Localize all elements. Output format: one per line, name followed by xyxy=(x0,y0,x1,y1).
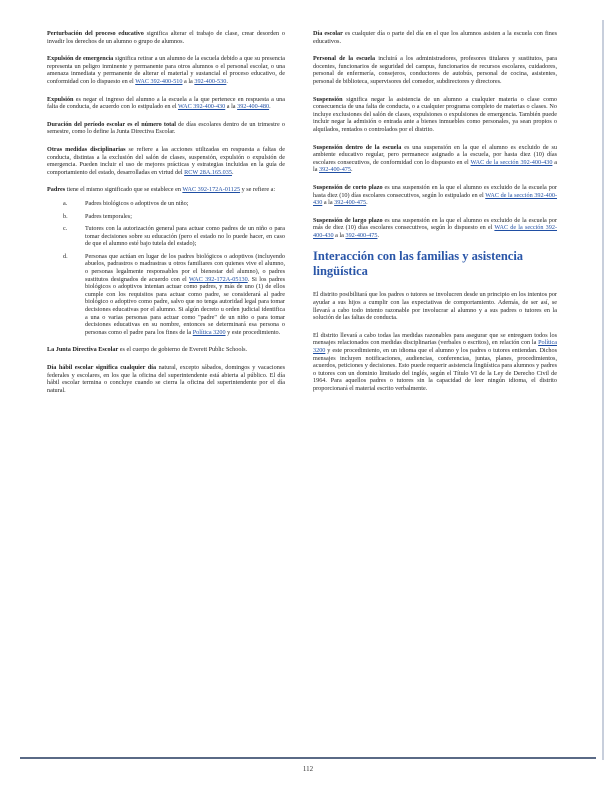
definition-padres xyxy=(47,186,285,194)
term: Expulsión de emergencia xyxy=(47,55,114,63)
definition-text: . xyxy=(377,231,379,239)
policy-link[interactable]: Política 3200 xyxy=(313,339,557,355)
definition-text: y se refiere a: xyxy=(240,186,276,194)
definition-suspension-corto xyxy=(313,184,557,207)
footer-rule xyxy=(20,757,596,759)
term: Padres xyxy=(47,186,66,194)
definition-text: . xyxy=(226,77,228,85)
term: Día hábil escolar significa cualquier día xyxy=(47,364,157,371)
definition-text: a la xyxy=(313,158,558,174)
right-column xyxy=(313,30,557,403)
definition-text: significa retirar a un alumno de la escuela debido a que su presencia representa un peligro inminente y permanente para otros alumnos o el personal escolar, o una amenaza inmediata y permanente de alterar el material y sustancial el proceso educativo, de conformidad con lo dispuesto en el xyxy=(47,55,285,85)
definition-text: significa negar la asistencia de un alumno a cualquier materia o clase como consecuencia de una falta de conducta, o a cualquier programa completo de materias o clases. No incluye exclusiones del salón de clases, expulsiones o expulsiones de emergencia. También puede incluir negar la admisión o entrada ante a bienes inmuebles como personales, ya sean propios o alquilados, rentados o controlados por el distrito. xyxy=(313,95,557,133)
list-item xyxy=(63,200,285,208)
wac-link[interactable]: WAC de la sección 392-400-430 xyxy=(470,158,553,166)
wac-link[interactable]: 392-400-475 xyxy=(319,166,351,174)
list-item-text: Personas que actúan en lugar de los padres biológicos o adoptivos (incluyendo abuelos, padrastros o madrastras u otros familiares con quienes vive el alumno, o personas legalmente responsables por el bienestar del alumno), o padres sustitutos designados de acuerdo con el xyxy=(85,252,285,283)
definition-suspension-dentro xyxy=(313,144,557,174)
definition-text: es negar el ingreso del alumno a la escuela a la que pertenece en respuesta a una falta de conducta, de acuerdo con lo estipulado en el xyxy=(47,95,285,111)
definition-expulsion xyxy=(47,96,285,111)
paragraph-text: y este procedimiento, en un idioma que el alumno y los padres o tutores entiendan. Dichos mensajes incluyen notificaciones, audiencias, conferencias, juntas, planes, procedimientos, acuerdos, peticiones y decisiones. Esto puede requerir asistencia lingüística para alumnos y padres o tutores con un dominio limitado del inglés, según el Título VI de la Ley de Derecho Civil de 1964. Para aquellos padres o tutores sin la capacidad de leer ningún idioma, el distrito proporcionará el material escrito verbalmente. xyxy=(313,347,557,392)
definition-text: es cualquier día o parte del día en el que los alumnos asisten a la escuela con fines educativos. xyxy=(313,30,557,45)
term: Suspensión dentro de la escuela xyxy=(313,143,402,151)
definition-dia-escolar xyxy=(313,30,557,45)
wac-link[interactable]: 392-400-480 xyxy=(237,103,270,111)
rcw-link[interactable]: RCW 28A.165.035 xyxy=(184,168,232,176)
definition-text: incluirá a los administradores, profesores titulares y sustitutos, para docentes, funcionarios de seguridad del campus, funcionarios de recursos escolares, cuidadores, personal de enfermería, consejeros, conductores de autobús, personal de cocina, asistentes, personal de biblioteca, supervisores del comedor, subdirectores y directores. xyxy=(313,55,557,85)
term: Día escolar xyxy=(313,30,343,37)
list-item xyxy=(63,225,285,248)
list-item-text: . Si los padres biológicos o adoptivos intentan actuar como padres, y más de uno (1) de ellos cumple con los requisitos para actuar como padre, se considerará al padre biológico o adoptivo como padre, salvo que no tenga autoridad legal para tomar decisiones educativas por el alumno. Si algún decreto u orden judicial identifica a una o varias personas para actuar como "padre" de un niño o para tomar decisiones educativas en su nombre, entonces se determinará esa persona o personas como el padre para los fines de la xyxy=(85,275,285,336)
definition-text: de días escolares dentro de un trimestre o semestre, como lo define la Junta Directiva Escolar. xyxy=(47,120,285,136)
definition-otras-medidas xyxy=(47,146,285,176)
list-item xyxy=(63,213,285,221)
page-edge-line xyxy=(602,20,604,760)
term: Expulsión xyxy=(47,95,74,103)
term: Duración del período escolar es el número total xyxy=(47,120,176,128)
definition-text: es una suspensión en la que el alumno es excluido de su ambiente educativo regular, pero permanece asignado a la escuela, por hasta diez (10) días escolares consecutivos, de conformidad con lo dispuesto en el xyxy=(313,143,558,166)
term: Suspensión de corto plazo xyxy=(313,183,383,191)
definition-text: es el cuerpo de gobierno de Everett Public Schools. xyxy=(118,346,248,354)
definition-expulsion-emergencia xyxy=(47,55,285,85)
wac-link[interactable]: 392-400-530 xyxy=(194,77,227,85)
wac-link[interactable]: WAC 392-172A-05130 xyxy=(188,275,248,283)
list-marker: a. xyxy=(63,199,68,207)
definition-dia-habil xyxy=(47,364,285,394)
term: Perturbación del proceso educativo xyxy=(47,30,144,37)
term: Otras medidas disciplinarias xyxy=(47,145,126,153)
definition-text: significa alterar el trabajo de clase, crear desorden o invadir los derechos de un alumno o grupo de alumnos. xyxy=(47,30,286,45)
definition-text: es una suspensión en la que el alumno es excluido de la escuela por hasta diez (10) días escolares consecutivos, según lo estipulado en el xyxy=(313,183,557,199)
wac-link[interactable]: 392-400-475 xyxy=(345,231,378,239)
definition-text: es una suspensión en la que el alumno es excluido de la escuela por más de diez (10) días escolares consecutivos, según lo dispuesto en el xyxy=(313,216,558,232)
list-marker: d. xyxy=(63,252,68,260)
paragraph-text: El distrito llevará a cabo todas las medidas razonables para asegurar que se entreguen todos los mensajes relacionados con medidas disciplinarias (verbales o escritos), en relación con la xyxy=(313,331,557,347)
section-heading: Interacción con las familias y asistencia lingüística xyxy=(313,249,524,279)
list-item-text: Padres biológicos o adoptivos de un niño; xyxy=(85,199,189,207)
term: La Junta Directiva Escolar xyxy=(47,346,119,354)
list-marker: c. xyxy=(63,225,68,233)
wac-link[interactable]: WAC de la sección 392-400-430 xyxy=(313,191,558,207)
definition-text: tiene el mismo significado que se establece en xyxy=(65,186,183,194)
paragraph-idioma xyxy=(313,332,557,393)
policy-link[interactable]: Política 3200 xyxy=(192,328,226,336)
definition-text: . xyxy=(350,166,353,174)
paragraph-text: El distrito posibilitará que los padres o tutores se involucren desde un principio en los intentos por ayudar a sus hijos a cumplir con las expectativas de comportamiento. Además, de ser así, se llevará a cabo todo intento razonable por involucrar al alumno y a sus padres o tutores en la solución de las faltas de conducta. xyxy=(313,291,557,322)
definition-junta xyxy=(47,346,285,354)
list-item xyxy=(63,253,285,337)
left-column xyxy=(47,30,285,404)
wac-link[interactable]: 392-400-475 xyxy=(334,199,367,207)
definition-text: . xyxy=(366,199,368,207)
wac-link[interactable]: WAC de la sección 392-400-430 xyxy=(313,224,558,239)
definition-personal xyxy=(313,55,557,85)
list-item-text: Padres temporales; xyxy=(85,212,132,220)
definition-text: a la xyxy=(225,103,238,111)
definition-text: . xyxy=(269,103,271,111)
definition-text: a la xyxy=(322,199,335,207)
definition-suspension xyxy=(313,96,557,134)
wac-link[interactable]: WAC 392-400-430 xyxy=(177,103,226,111)
definition-text: a la xyxy=(182,77,195,85)
wac-link[interactable]: WAC 392-400-510 xyxy=(135,77,183,85)
definition-text: se refiere a las acciones utilizadas en respuesta a faltas de conducta, distintas a la exclusión del salón de clases, suspensión, expulsión o expulsión de emergencia. Pueden incluir el uso de mejores prácticas y estrategias incluidas en la guía de comportamiento del estado, desarrolladas en virtud del xyxy=(47,145,285,176)
definition-text: . xyxy=(231,168,234,176)
wac-link[interactable]: WAC 392-172A-01125 xyxy=(182,186,241,194)
list-marker: b. xyxy=(63,212,68,220)
padres-list xyxy=(47,200,285,337)
definition-perturbacion xyxy=(47,30,285,45)
list-item-text: Tutores con la autorización general para actuar como padres de un niño o para tomar decisiones sobre su educación (pero el estado no lo puede hacer, en caso de que el alumno esté bajo tutela del estado); xyxy=(85,225,285,248)
term: Suspensión xyxy=(313,95,343,103)
term: Suspensión de largo plazo xyxy=(313,216,383,224)
definition-duracion xyxy=(47,121,285,136)
definition-text: a la xyxy=(333,231,346,239)
definition-suspension-largo xyxy=(313,217,557,240)
paragraph-involucrar xyxy=(313,291,557,321)
page-number: 112 xyxy=(302,765,314,773)
definition-text: natural, excepto sábados, domingos y vacaciones federales y escolares, en los que la oficina del superintendente está abierta al público. El día hábil escolar termina o concluye cuando se cierra la oficina del superintendente por el día natural. xyxy=(47,364,285,394)
list-item-text: y este procedimiento. xyxy=(225,328,281,336)
term: Personal de la escuela xyxy=(313,55,376,63)
